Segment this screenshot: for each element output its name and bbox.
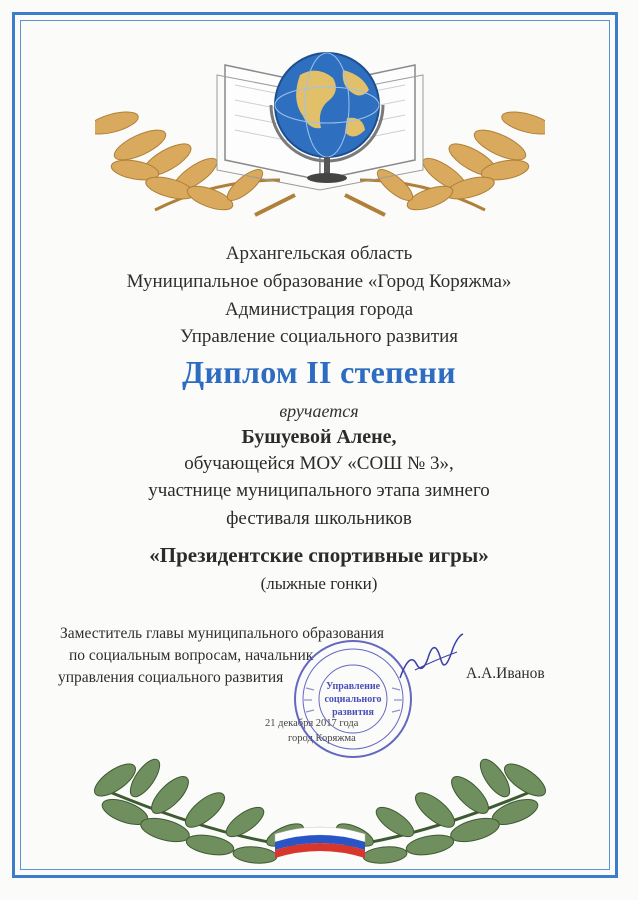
participant-line-1: участнице муниципального этапа зимнего <box>148 480 490 501</box>
recipient-name: Бушуевой Алене, <box>241 426 397 448</box>
participant-line-2: фестиваля школьников <box>226 508 412 529</box>
handwritten-signature <box>395 630 470 685</box>
municipality-line: Муниципальное образование «Город Коряжма» <box>126 271 512 292</box>
event-name: «Президентские спортивные игры» <box>149 543 489 567</box>
signer-position-line-3: управления социального развития <box>58 669 284 686</box>
administration-line: Администрация города <box>224 299 413 320</box>
discipline: (лыжные гонки) <box>260 574 378 593</box>
signer-position-line-2: по социальным вопросам, начальник <box>69 647 314 664</box>
department-line: Управление социального развития <box>179 326 459 347</box>
issue-city: город Коряжма <box>288 733 356 744</box>
region-line: Архангельская область <box>225 243 413 264</box>
seal-text-line-3: развития <box>332 707 374 718</box>
signer-name: А.А.Иванов <box>466 665 545 682</box>
awarded-word: вручается <box>279 401 359 421</box>
seal-text-line-2: социального <box>324 694 382 705</box>
globe-book-emblem <box>95 30 545 225</box>
laurel-wreath-bottom <box>75 750 565 870</box>
tricolor-ribbon <box>275 827 365 858</box>
seal-text-line-1: Управление <box>325 681 381 692</box>
recipient-school: обучающейся МОУ «СОШ № 3», <box>184 453 454 474</box>
signer-position-line-1: Заместитель главы муниципального образования <box>60 625 385 642</box>
diploma-title: Диплом II степени <box>182 354 456 390</box>
issue-date: 21 декабря 2017 года <box>265 718 359 729</box>
